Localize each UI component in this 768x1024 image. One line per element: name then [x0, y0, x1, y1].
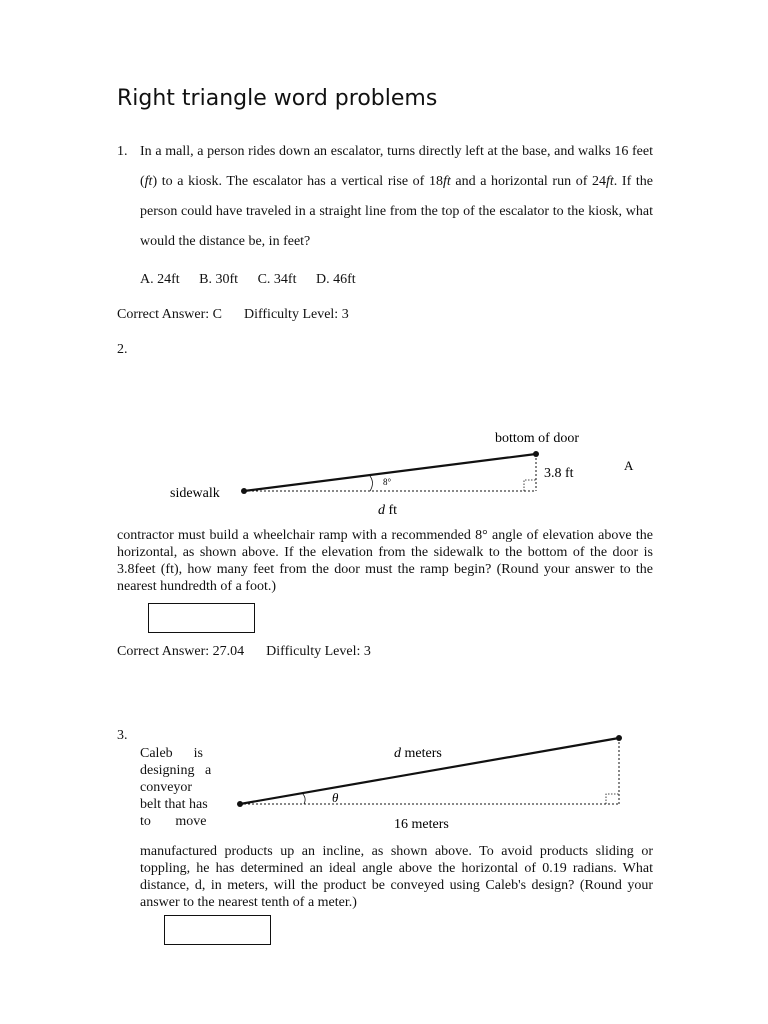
conveyor-start-point [237, 801, 243, 807]
question-2-number: 2. [117, 342, 128, 357]
question-2-meta [117, 644, 371, 660]
label-angle: 8° [383, 477, 392, 487]
choice-a[interactable]: A. 24ft [140, 272, 180, 287]
question-3-side-text: Caleb is designing a conveyor belt that has to move [140, 746, 212, 829]
right-angle-mark [606, 794, 619, 804]
choice-b[interactable]: B. 30ft [199, 272, 239, 287]
question-3-text: manufactured products up an incline, as shown above. To avoid products sliding or toppling, he has determined an ideal angle above the horizontal of 0.19 radians. What distance, d, in meters, will the product be conveyed using Caleb's design? (Round your answer to the nearest tenth of a meter.) [140, 844, 653, 910]
sidewalk-point [241, 488, 247, 494]
correct-answer: Correct Answer: C [117, 307, 222, 322]
angle-arc [302, 793, 305, 804]
conveyor-diagram [237, 735, 622, 832]
label-base: 16 meters [394, 817, 449, 832]
choice-d[interactable]: D. 46ft [315, 272, 356, 287]
choice-c[interactable]: C. 34ft [257, 272, 297, 287]
label-sidewalk: sidewalk [170, 486, 220, 501]
right-angle-mark [524, 480, 536, 491]
correct-answer: Correct Answer: 27.04 [117, 644, 245, 659]
answer-input-2[interactable] [148, 603, 255, 633]
question-1-number: 1. [117, 144, 128, 159]
door-point [533, 451, 539, 457]
page-title: Right triangle word problems [117, 86, 438, 111]
question-1-text: In a mall, a person rides down an escalator, turns directly left at the base, and walks 16 feet (ft) to a kiosk. The escalator has a vertical rise of 18ft and a horizontal run of 24ft. If the person could have traveled in a straight line from the top of the escalator to the kiosk, what would the distance be, in feet? [140, 144, 653, 249]
difficulty-level: Difficulty Level: 3 [243, 307, 349, 322]
angle-arc [370, 476, 373, 491]
label-bottom-of-door: bottom of door [495, 431, 579, 446]
conveyor-end-point [616, 735, 622, 741]
label-distance: d ft [378, 503, 398, 518]
ramp-diagram [170, 431, 634, 518]
answer-input-3[interactable] [164, 915, 271, 945]
label-hypotenuse: d meters [394, 746, 442, 761]
question-3-number: 3. [117, 728, 128, 743]
question-2-text: contractor must build a wheelchair ramp with a recommended 8° angle of elevation above the horizontal, as shown above. If the elevation from the sidewalk to the bottom of the door is 3.8feet (ft), how many feet from the door must the ramp begin? (Round your answer to the nearest hundredth of a foot.) [117, 528, 653, 594]
label-a: A [624, 458, 634, 473]
label-height: 3.8 ft [544, 466, 574, 481]
difficulty-level: Difficulty Level: 3 [266, 644, 371, 659]
label-theta: θ [332, 790, 339, 805]
